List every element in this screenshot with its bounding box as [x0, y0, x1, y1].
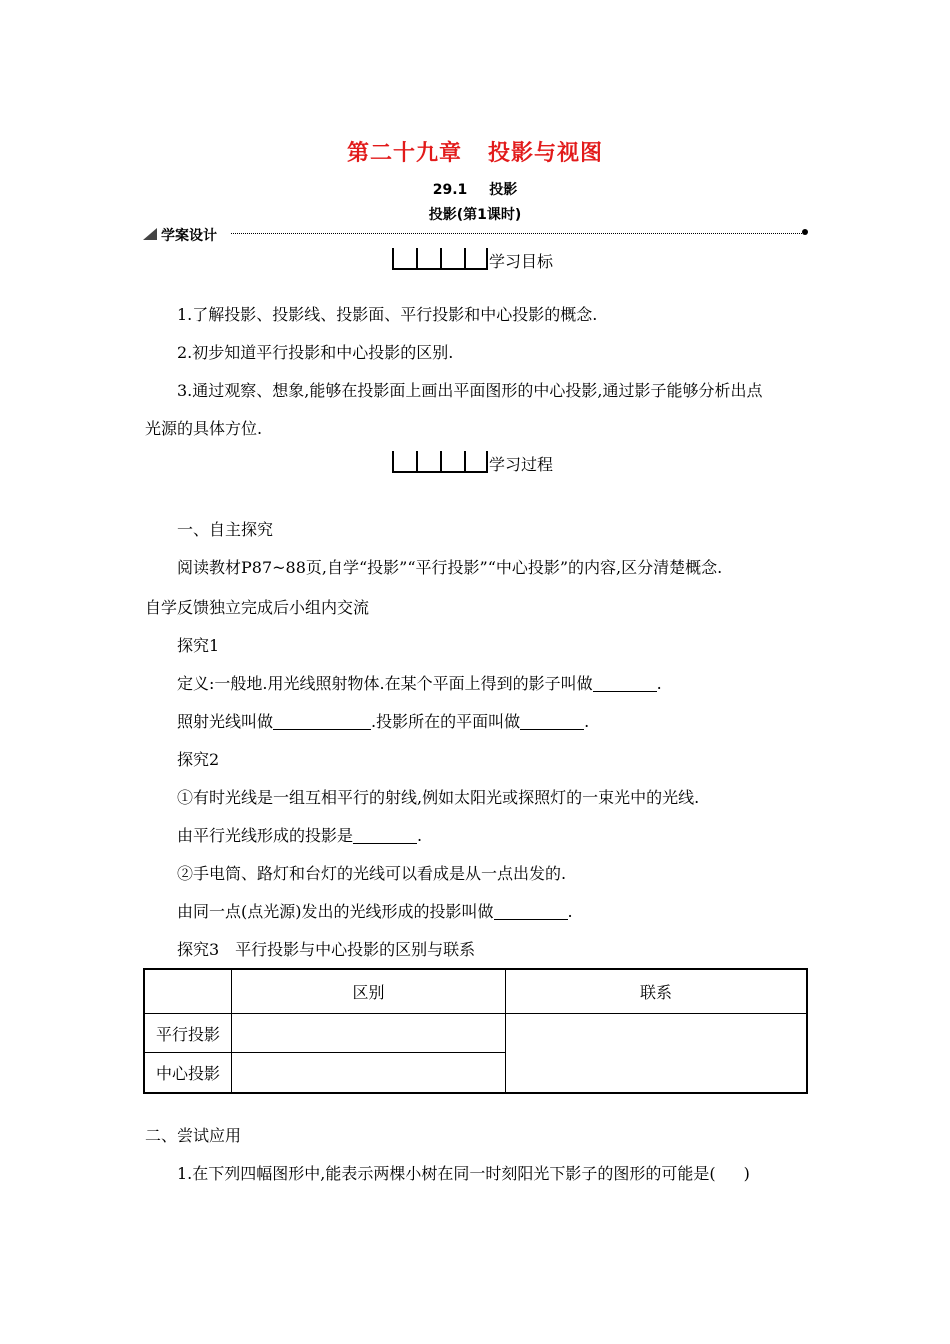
comparison-table [143, 968, 808, 1094]
part2-title: 二、尝试应用 [145, 1126, 242, 1145]
explore2-line1: ①有时光线是一组互相平行的射线,例如太阳光或探照灯的一束光中的光线. [177, 788, 700, 807]
objective-item: 1.了解投影、投影线、投影面、平行投影和中心投影的概念. [177, 305, 598, 324]
explore2-line2-text: 由平行光线形成的投影是 [177, 826, 354, 845]
heading-box [464, 451, 488, 473]
table-cell-relation[interactable] [506, 1013, 808, 1093]
banner-dotted-rule [231, 233, 802, 234]
lesson-title: 投影(第1课时) [428, 207, 522, 223]
table-row [144, 1013, 807, 1053]
heading-box [464, 248, 488, 270]
heading-box [440, 248, 464, 270]
objectives-heading-label: 学习目标 [489, 252, 554, 271]
table-row-label-central: 中心投影 [144, 1053, 232, 1093]
explore2-line3: ②手电筒、路灯和台灯的光线可以看成是从一点出发的. [177, 864, 567, 883]
process-heading-label: 学习过程 [489, 455, 554, 474]
heading-box [440, 451, 464, 473]
table-cell-parallel-diff[interactable] [232, 1013, 506, 1053]
section-number: 29.1 [432, 182, 468, 198]
period: . [417, 826, 423, 845]
intro-text-2: 自学反馈独立完成后小组内交流 [145, 598, 370, 617]
section-name: 投影 [489, 182, 518, 198]
question-1 [177, 1164, 847, 1184]
heading-box [392, 451, 416, 473]
explore1-line2b: .投影所在的平面叫做 [371, 712, 521, 731]
explore2-title: 探究2 [177, 750, 220, 769]
explore3-title: 探究3 平行投影与中心投影的区别与联系 [177, 940, 476, 959]
answer-blank[interactable] [593, 675, 657, 692]
objective-item: 3.通过观察、想象,能够在投影面上画出平面图形的中心投影,通过影子能够分析出点 [177, 381, 763, 400]
explore2-line2 [177, 826, 847, 846]
answer-blank[interactable] [494, 903, 568, 920]
question-1-text: 1.在下列四幅图形中,能表示两棵小树在同一时刻阳光下影子的图形的可能是( [177, 1164, 716, 1183]
answer-blank[interactable] [353, 827, 417, 844]
part1-title: 一、自主探究 [177, 520, 274, 539]
chapter-number: 第二十九章 [346, 141, 462, 166]
answer-blank[interactable] [273, 713, 371, 730]
banner-label: 学案设计 [161, 228, 217, 244]
table-header-relation: 联系 [506, 969, 808, 1013]
chapter-title [0, 136, 950, 167]
objective-item: 光源的具体方位. [145, 419, 263, 438]
table-header-row [144, 969, 807, 1013]
table-row-label-parallel: 平行投影 [144, 1013, 232, 1053]
heading-box [392, 248, 416, 270]
chapter-topic: 投影与视图 [488, 141, 604, 166]
explore2-line4-text: 由同一点(点光源)发出的光线形成的投影叫做 [177, 902, 494, 921]
section-title [0, 179, 950, 199]
table-corner-cell [144, 969, 232, 1013]
explore1-title: 探究1 [177, 636, 220, 655]
period: . [656, 674, 662, 693]
explore2-line4 [177, 902, 847, 922]
table-header-diff: 区别 [232, 969, 506, 1013]
explore1-line1: 定义:一般地.用光线照射物体.在某个平面上得到的影子叫做 [177, 674, 593, 693]
period: . [567, 902, 573, 921]
question-1-close: ) [743, 1164, 750, 1183]
heading-box [416, 248, 440, 270]
intro-text: 阅读教材P87~88页,自学“投影”“平行投影”“中心投影”的内容,区分清楚概念. [177, 558, 723, 577]
explore1-line2 [177, 712, 847, 732]
section-banner [143, 222, 808, 246]
heading-box [416, 451, 440, 473]
explore1-definition [177, 674, 847, 694]
period: . [584, 712, 590, 731]
objective-item: 2.初步知道平行投影和中心投影的区别. [177, 343, 454, 362]
answer-blank[interactable] [520, 713, 584, 730]
explore1-line2a: 照射光线叫做 [177, 712, 274, 731]
table-cell-central-diff[interactable] [232, 1053, 506, 1093]
banner-end-dot-icon [802, 229, 808, 235]
